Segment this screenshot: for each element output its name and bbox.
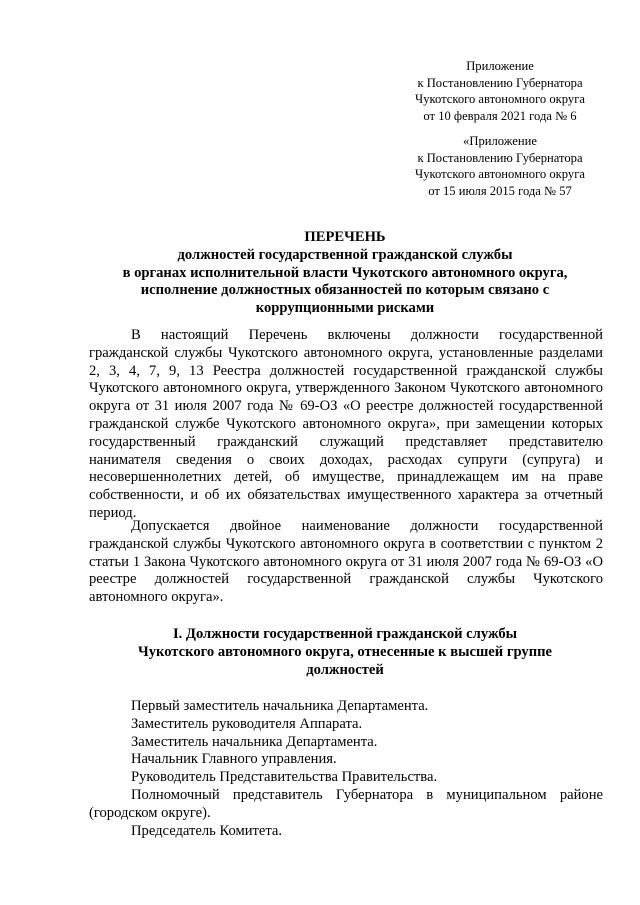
annex-line: Чукотского автономного округа <box>415 167 585 181</box>
section-heading-line: должностей <box>306 661 384 678</box>
title-line: коррупционными рисками <box>255 300 435 317</box>
list-item: Заместитель начальника Департамента. <box>131 733 378 750</box>
annex-line: Чукотского автономного округа <box>415 92 585 106</box>
annex-line: к Постановлению Губернатора <box>417 75 583 90</box>
annex-line: к Постановлению Губернатора <box>417 150 583 165</box>
section-heading-line: I. Должности государственной гражданской службы <box>172 626 518 642</box>
title-line: исполнение должностных обязанностей по которым связано с <box>140 282 550 299</box>
annex-reference-current <box>380 58 620 124</box>
list-item: Первый заместитель начальника Департамента. <box>131 698 429 714</box>
list-item: Заместитель руководителя Аппарата. <box>131 715 363 732</box>
list-item: Начальник Главного управления. <box>131 751 337 768</box>
title-line: ПЕРЕЧЕНЬ <box>304 229 386 245</box>
list-item: Полномочный представитель Губернатора в муниципальном районе (городском округе). <box>89 786 603 821</box>
section-heading-line: Чукотского автономного округа, отнесенные к высшей группе <box>137 643 552 660</box>
annex-line: «Приложение <box>463 134 537 148</box>
position-list <box>89 698 603 840</box>
annex-line: Приложение <box>466 59 534 73</box>
list-item: Руководитель Представительства Правительства. <box>131 769 438 786</box>
section-heading <box>100 626 590 679</box>
annex-reference-original <box>380 133 620 199</box>
annex-line: от 15 июля 2015 года № 57 <box>428 183 572 198</box>
document-title <box>100 229 590 318</box>
body-paragraph: Допускается двойное наименование должности государственной гражданской службы Чукотского автономного округа в соответствии с пунктом 2 статьи 1 Закона Чукотского автономного округа от 31 июля 2007 года № 69-ОЗ «О реестре должностей государственной гражданской службы Чукотского автономного округа». <box>89 518 603 606</box>
body-paragraph: В настоящий Перечень включены должности государственной гражданской службы Чукотского автономного округа, установленные разделами 2, 3, 4, 7, 9, 13 Реестра должностей государственной гражданской службы Чукотского автономного округа, утвержденного Законом Чукотского автономного округа от 31 июля 2007 года № 69-ОЗ «О реестре должностей государственной гражданской службе Чукотского автономного округа», при замещении которых государственный гражданский служащий представляет представителю нанимателя сведения о своих доходах, расходах супруги (супруга) и несовершеннолетних детей, об имуществе, принадлежащем им на праве собственности, и об их обязательствах имущественного характера за отчетный период. <box>89 327 603 521</box>
annex-line: от 10 февраля 2021 года № 6 <box>423 108 577 123</box>
title-line: должностей государственной гражданской службы <box>177 246 513 263</box>
list-item: Председатель Комитета. <box>131 822 283 839</box>
title-line: в органах исполнительной власти Чукотского автономного округа, <box>122 264 568 281</box>
